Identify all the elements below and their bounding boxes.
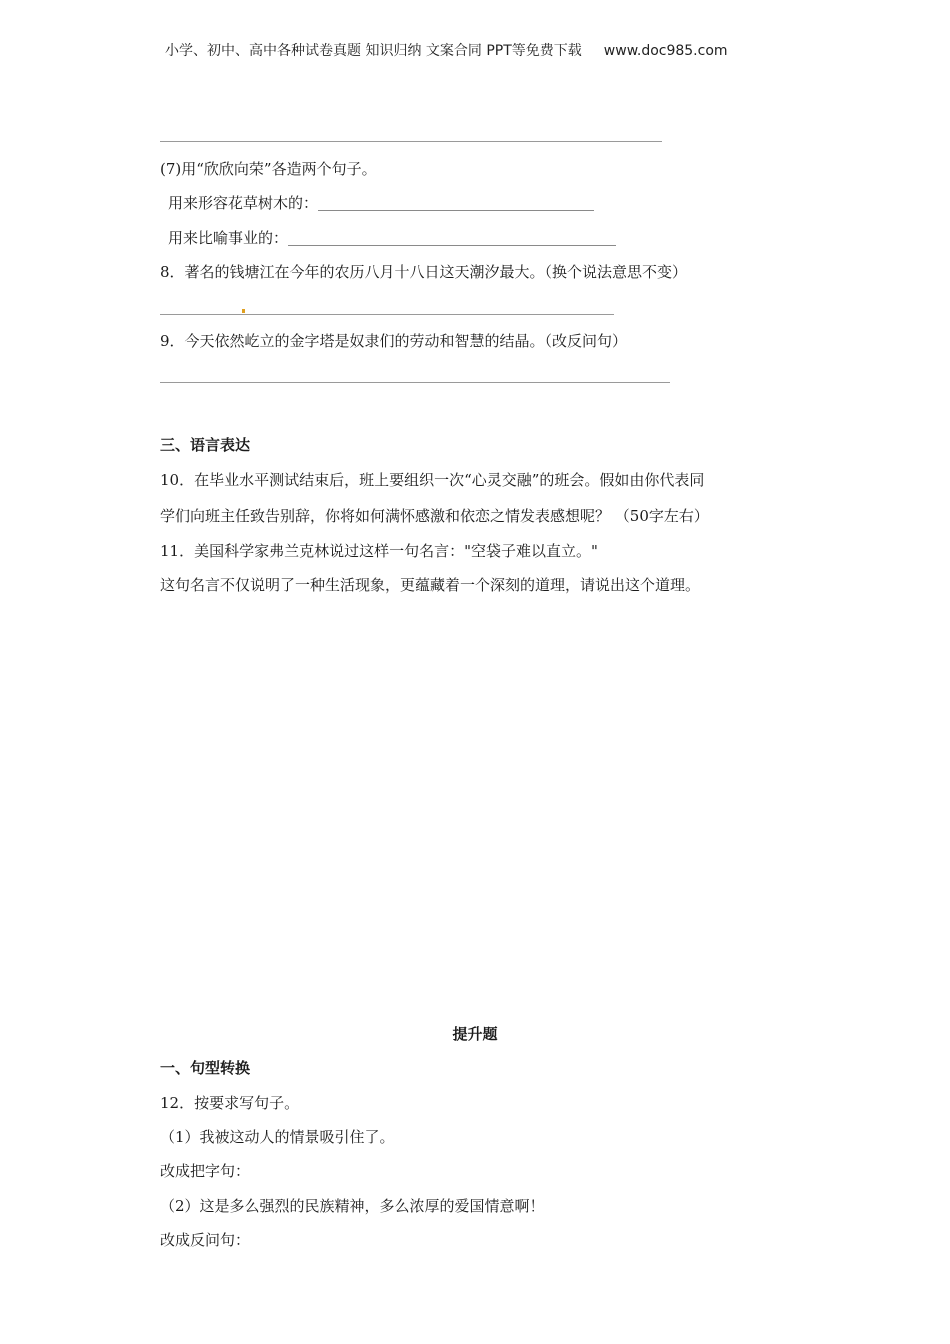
q12-item2: （2）这是多么强烈的民族精神，多么浓厚的爱国情意啊！ (160, 1197, 545, 1215)
answer-line (160, 141, 662, 142)
q9-answer-line[interactable] (160, 382, 670, 383)
page-header (165, 40, 728, 60)
q7-line2-blank[interactable] (288, 231, 616, 246)
q10-line1: 10．在毕业水平测试结束后，班上要组织一次“心灵交融”的班会。假如由你代表同 (160, 471, 705, 489)
q11-line2: 这句名言不仅说明了一种生活现象，更蕴藏着一个深刻的道理，请说出这个道理。 (160, 576, 701, 594)
header-url: www.doc985.com (603, 43, 728, 59)
section1-title: 一、句型转换 (160, 1059, 251, 1077)
q8-answer-line[interactable] (160, 314, 614, 315)
advanced-title: 提升题 (452, 1025, 498, 1043)
q12-item1-prompt: 改成把字句： (160, 1162, 251, 1180)
q7-title: (7)用“欣欣向荣”各造两个句子。 (160, 160, 377, 178)
q10-line2: 学们向班主任致告别辞，你将如何满怀感激和依恋之情发表感想呢？ （50字左右） (160, 507, 709, 525)
q7-line2-label: 用来比喻事业的： (168, 229, 289, 247)
marker-dot (242, 309, 245, 313)
q7-line2 (168, 227, 616, 249)
q11-line1: 11．美国科学家弗兰克林说过这样一句名言："空袋子难以直立。" (160, 542, 598, 560)
section3-title: 三、语言表达 (160, 436, 251, 454)
q8-text: 8．著名的钱塘江在今年的农历八月十八日这天潮汐最大。（换个说法意思不变） (160, 263, 688, 281)
q12-item1: （1）我被这动人的情景吸引住了。 (160, 1128, 395, 1146)
q7-line1-label: 用来形容花草树木的： (168, 194, 319, 212)
q7-line1 (168, 192, 594, 214)
q12-title: 12．按要求写句子。 (160, 1094, 300, 1112)
q12-item2-prompt: 改成反问句： (160, 1231, 251, 1249)
header-text: 小学、初中、高中各种试卷真题 知识归纳 文案合同 PPT等免费下载 (165, 43, 582, 59)
q9-text: 9．今天依然屹立的金字塔是奴隶们的劳动和智慧的结晶。（改反问句） (160, 332, 628, 350)
q7-line1-blank[interactable] (318, 196, 594, 211)
